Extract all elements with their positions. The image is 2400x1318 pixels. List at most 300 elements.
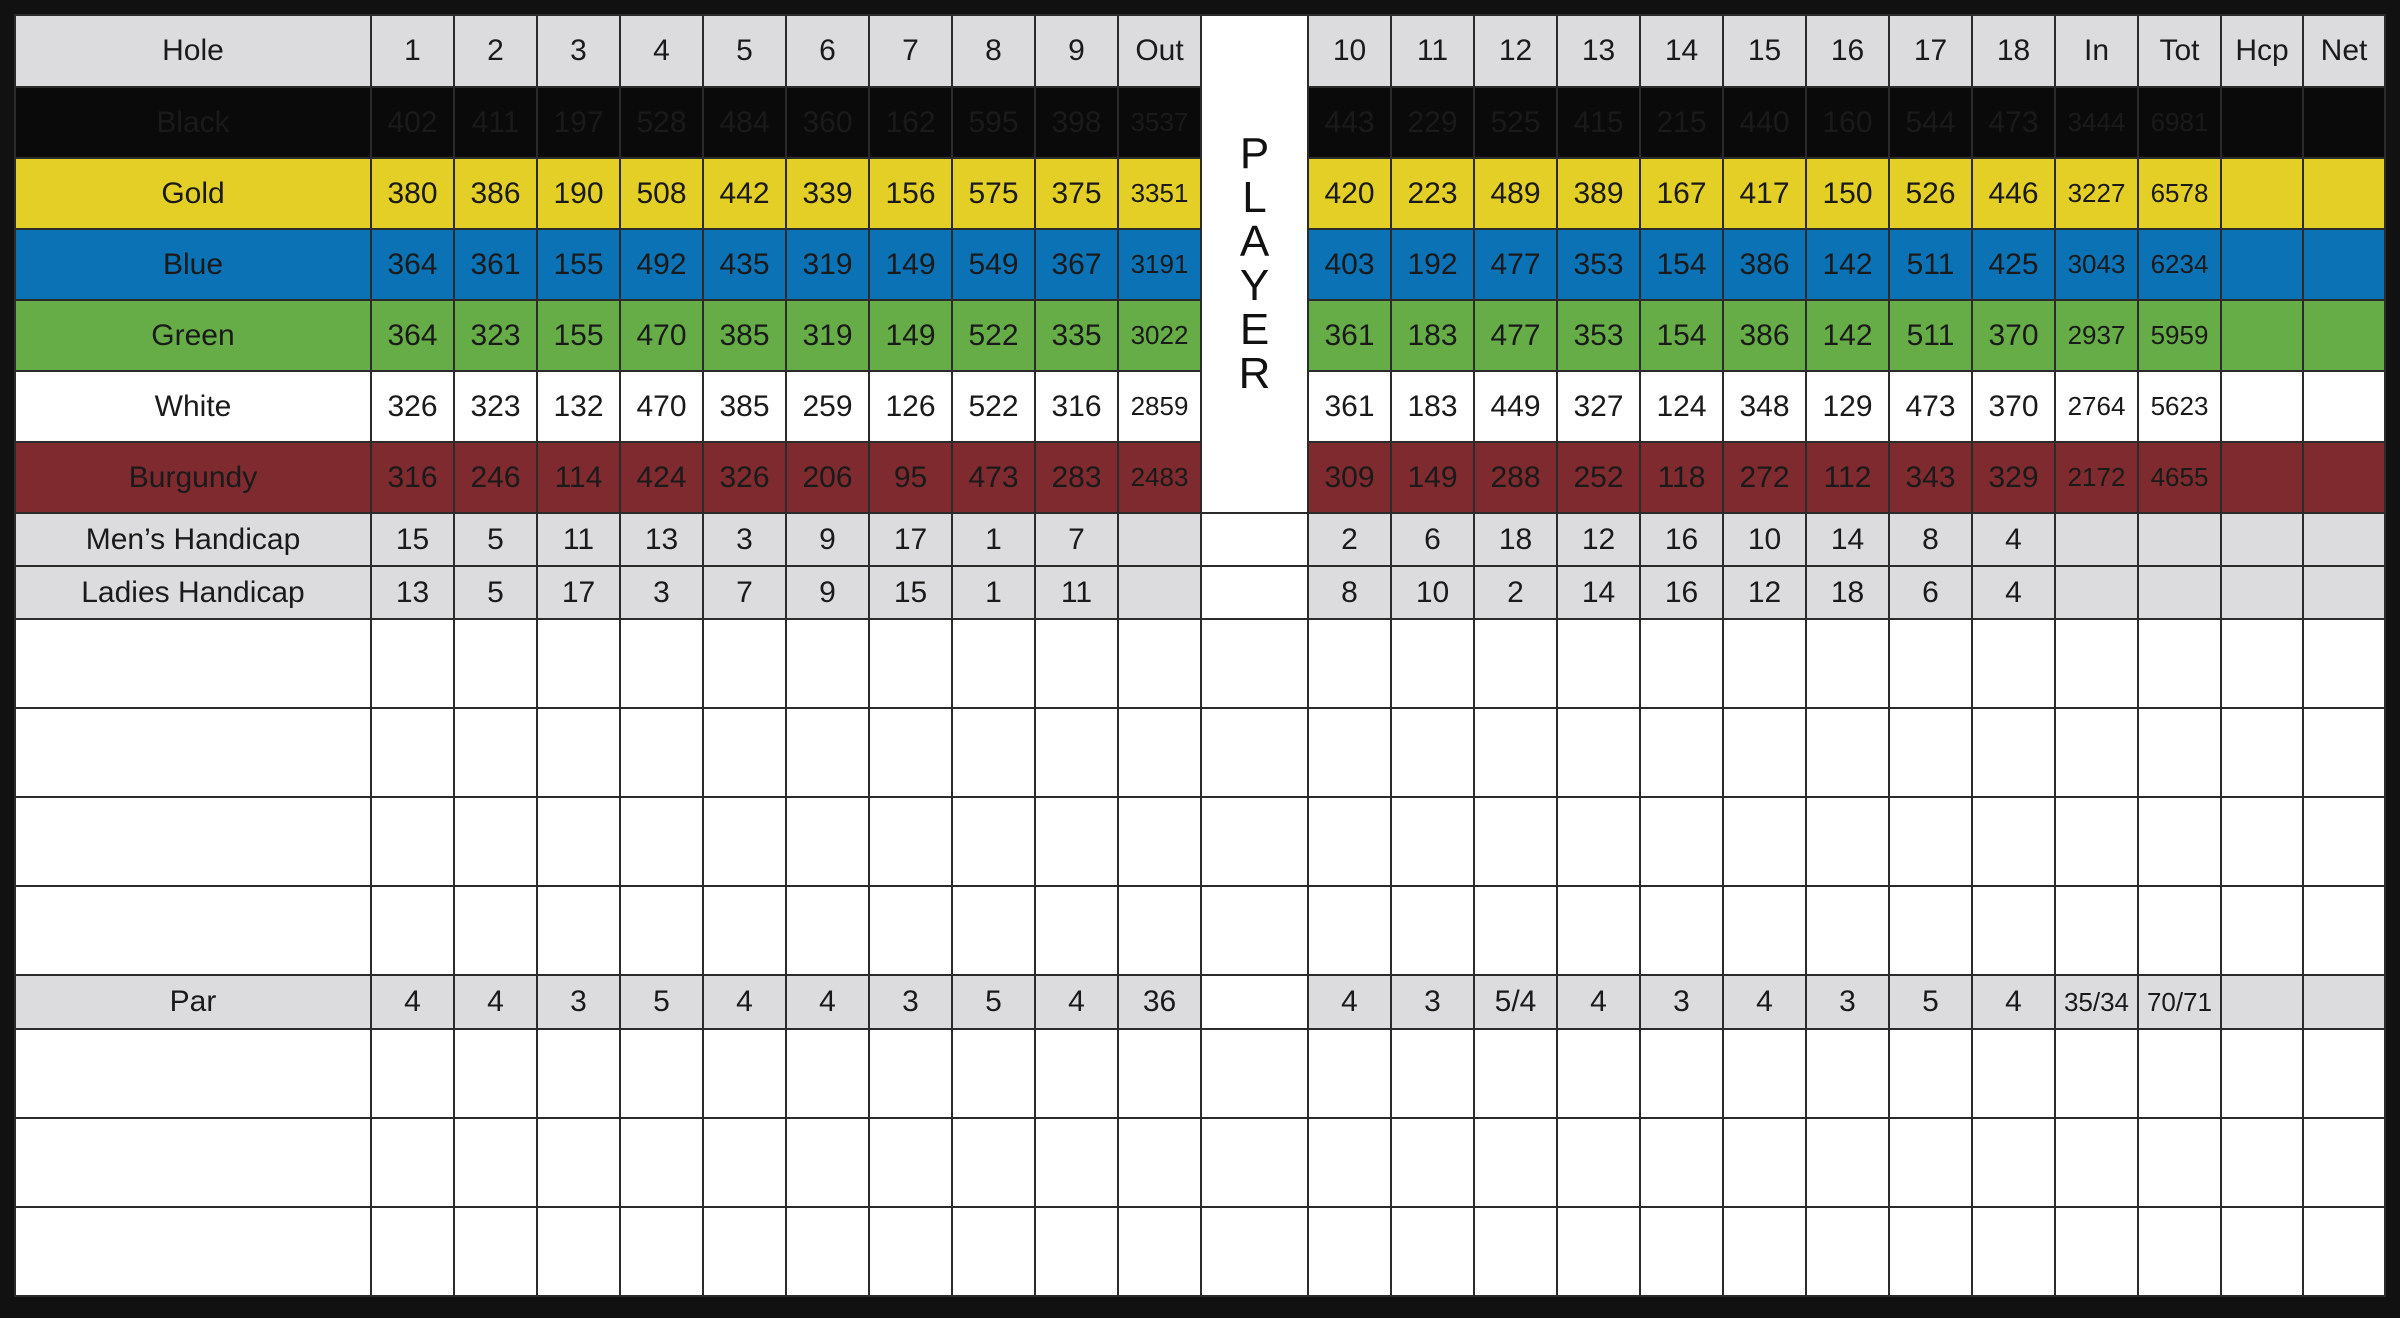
score-input[interactable] [620, 619, 703, 708]
hcp-cell[interactable] [2221, 442, 2303, 513]
par-cell: 4 [371, 975, 454, 1029]
yardage-cell: 370 [1972, 371, 2055, 442]
score-input[interactable] [1557, 1029, 1640, 1118]
yardage-cell: 283 [1035, 442, 1118, 513]
hole-number-13: 13 [1557, 15, 1640, 87]
score-input[interactable] [1557, 797, 1640, 886]
yardage-cell: 477 [1474, 300, 1557, 371]
score-input[interactable] [1391, 1029, 1474, 1118]
score-input[interactable] [371, 886, 454, 975]
score-input[interactable] [1035, 1118, 1118, 1207]
hcp-cell[interactable] [2221, 87, 2303, 158]
score-input[interactable] [1723, 1118, 1806, 1207]
hole-number-18: 18 [1972, 15, 2055, 87]
score-input[interactable] [1035, 619, 1118, 708]
score-input[interactable] [371, 708, 454, 797]
score-input[interactable] [1640, 1029, 1723, 1118]
yardage-cell: 449 [1474, 371, 1557, 442]
player-letters [1202, 129, 1307, 398]
out-total: 2859 [1118, 371, 1201, 442]
score-input[interactable] [1308, 1207, 1391, 1296]
score-input[interactable] [1474, 886, 1557, 975]
score-input[interactable] [2221, 1029, 2303, 1118]
net-cell[interactable] [2303, 229, 2385, 300]
score-input[interactable] [1889, 1029, 1972, 1118]
handicap-cell: 6 [1391, 513, 1474, 566]
yardage-cell: 424 [620, 442, 703, 513]
score-input[interactable] [1889, 797, 1972, 886]
score-input[interactable] [1972, 1029, 2055, 1118]
score-input[interactable] [952, 1029, 1035, 1118]
score-input[interactable] [2221, 619, 2303, 708]
score-input[interactable] [1118, 797, 1201, 886]
score-input[interactable] [703, 1029, 786, 1118]
yardage-cell: 316 [1035, 371, 1118, 442]
score-input[interactable] [620, 708, 703, 797]
out-blank [1118, 566, 1201, 619]
yardage-cell: 112 [1806, 442, 1889, 513]
yardage-cell: 155 [537, 300, 620, 371]
yardage-cell: 386 [1723, 300, 1806, 371]
par-label: Par [15, 975, 371, 1029]
yardage-cell: 442 [703, 158, 786, 229]
score-input[interactable] [1118, 619, 1201, 708]
yardage-cell: 154 [1640, 300, 1723, 371]
score-input[interactable] [371, 797, 454, 886]
hcp-cell[interactable] [2221, 371, 2303, 442]
tee-name: White [15, 371, 371, 442]
score-input[interactable] [703, 1118, 786, 1207]
score-input[interactable] [869, 619, 952, 708]
score-input[interactable] [1474, 797, 1557, 886]
hole-number-9: 9 [1035, 15, 1118, 87]
score-input[interactable] [952, 1118, 1035, 1207]
net-cell[interactable] [2303, 158, 2385, 229]
score-input[interactable] [703, 886, 786, 975]
score-input[interactable] [2055, 1207, 2138, 1296]
yardage-cell: 489 [1474, 158, 1557, 229]
par-total: 70/71 [2138, 975, 2221, 1029]
yardage-cell: 484 [703, 87, 786, 158]
score-input[interactable] [1308, 619, 1391, 708]
yardage-cell: 425 [1972, 229, 2055, 300]
header-row [15, 15, 2385, 87]
score-input[interactable] [1474, 708, 1557, 797]
yardage-cell: 360 [786, 87, 869, 158]
score-input[interactable] [2138, 619, 2221, 708]
score-input[interactable] [1972, 886, 2055, 975]
score-input[interactable] [1035, 886, 1118, 975]
handicap-cell: 4 [1972, 513, 2055, 566]
yardage-cell: 370 [1972, 300, 2055, 371]
handicap-cell: 1 [952, 513, 1035, 566]
score-input[interactable] [2138, 1207, 2221, 1296]
yardage-cell: 160 [1806, 87, 1889, 158]
handicap-cell: 18 [1474, 513, 1557, 566]
score-input[interactable] [1391, 619, 1474, 708]
score-input[interactable] [2055, 708, 2138, 797]
score-input[interactable] [1889, 1118, 1972, 1207]
score-input[interactable] [1806, 1029, 1889, 1118]
player-letter: E [1239, 305, 1270, 354]
score-input[interactable] [2138, 1029, 2221, 1118]
net-cell[interactable] [2303, 371, 2385, 442]
net-cell[interactable] [2303, 87, 2385, 158]
yardage-cell: 473 [1972, 87, 2055, 158]
yardage-cell: 118 [1640, 442, 1723, 513]
score-input[interactable] [2303, 708, 2385, 797]
score-input[interactable] [1201, 1029, 1308, 1118]
score-input[interactable] [1557, 708, 1640, 797]
score-input[interactable] [1118, 1207, 1201, 1296]
score-input[interactable] [952, 797, 1035, 886]
blank-cell [2303, 566, 2385, 619]
score-input[interactable] [454, 1029, 537, 1118]
score-input[interactable] [869, 886, 952, 975]
yardage-cell: 470 [620, 300, 703, 371]
score-input[interactable] [869, 1118, 952, 1207]
score-input[interactable] [1201, 886, 1308, 975]
score-input[interactable] [786, 708, 869, 797]
yardage-cell: 508 [620, 158, 703, 229]
score-input[interactable] [786, 1118, 869, 1207]
score-input[interactable] [1557, 1118, 1640, 1207]
score-input[interactable] [1035, 1029, 1118, 1118]
out-total: 3191 [1118, 229, 1201, 300]
score-input[interactable] [786, 1207, 869, 1296]
handicap-label: Men’s Handicap [15, 513, 371, 566]
par-cell: 3 [869, 975, 952, 1029]
yardage-cell: 215 [1640, 87, 1723, 158]
player-row-1 [15, 619, 2385, 708]
in-total: 3444 [2055, 87, 2138, 158]
score-input[interactable] [703, 619, 786, 708]
player-letter: L [1242, 173, 1267, 222]
hole-number-15: 15 [1723, 15, 1806, 87]
score-input[interactable] [952, 886, 1035, 975]
score-input[interactable] [454, 619, 537, 708]
score-input[interactable] [1118, 1029, 1201, 1118]
score-input[interactable] [1201, 797, 1308, 886]
score-input[interactable] [1640, 1207, 1723, 1296]
score-input[interactable] [786, 886, 869, 975]
score-input[interactable] [2221, 708, 2303, 797]
handicap-cell: 12 [1723, 566, 1806, 619]
score-input[interactable] [2303, 1207, 2385, 1296]
yardage-cell: 477 [1474, 229, 1557, 300]
score-input[interactable] [1308, 1118, 1391, 1207]
score-input[interactable] [1972, 619, 2055, 708]
score-input[interactable] [1972, 1207, 2055, 1296]
yardage-cell: 361 [1308, 300, 1391, 371]
handicap-cell: 18 [1806, 566, 1889, 619]
score-input[interactable] [1640, 886, 1723, 975]
out-header: Out [1118, 15, 1201, 87]
course-total: 6578 [2138, 158, 2221, 229]
score-input[interactable] [454, 797, 537, 886]
net-cell[interactable] [2303, 442, 2385, 513]
hole-number-10: 10 [1308, 15, 1391, 87]
score-input[interactable] [952, 619, 1035, 708]
tot-header: Tot [2138, 15, 2221, 87]
handicap-cell: 17 [869, 513, 952, 566]
score-input[interactable] [537, 708, 620, 797]
yardage-cell: 386 [1723, 229, 1806, 300]
score-input[interactable] [2055, 619, 2138, 708]
player-row-5 [15, 1029, 2385, 1118]
hcp-cell[interactable] [2221, 300, 2303, 371]
score-input[interactable] [1035, 797, 1118, 886]
par-cell: 3 [1640, 975, 1723, 1029]
yardage-cell: 126 [869, 371, 952, 442]
score-input[interactable] [2055, 1118, 2138, 1207]
score-input[interactable] [2303, 797, 2385, 886]
score-input[interactable] [1640, 1118, 1723, 1207]
score-input[interactable] [1723, 797, 1806, 886]
score-input[interactable] [2221, 1207, 2303, 1296]
score-input[interactable] [1889, 1207, 1972, 1296]
score-input[interactable] [2055, 1029, 2138, 1118]
score-input[interactable] [371, 619, 454, 708]
score-input[interactable] [537, 886, 620, 975]
score-input[interactable] [1640, 797, 1723, 886]
score-input[interactable] [2303, 1029, 2385, 1118]
score-input[interactable] [1391, 886, 1474, 975]
score-input[interactable] [2221, 1118, 2303, 1207]
hole-number-8: 8 [952, 15, 1035, 87]
yardage-cell: 124 [1640, 371, 1723, 442]
score-input[interactable] [1201, 708, 1308, 797]
score-input[interactable] [1118, 708, 1201, 797]
score-input[interactable] [1723, 1029, 1806, 1118]
score-input[interactable] [1723, 886, 1806, 975]
score-input[interactable] [1201, 619, 1308, 708]
score-input[interactable] [537, 619, 620, 708]
tee-row-gold [15, 158, 2385, 229]
score-input[interactable] [1723, 708, 1806, 797]
handicap-cell: 8 [1889, 513, 1972, 566]
score-input[interactable] [2303, 619, 2385, 708]
tee-row-blue [15, 229, 2385, 300]
par-cell: 4 [1557, 975, 1640, 1029]
score-input[interactable] [1118, 886, 1201, 975]
yardage-cell: 149 [869, 229, 952, 300]
score-input[interactable] [703, 797, 786, 886]
score-input[interactable] [2138, 886, 2221, 975]
mens-handicap-row [15, 513, 2385, 566]
score-input[interactable] [1889, 886, 1972, 975]
score-input[interactable] [1972, 797, 2055, 886]
course-total: 6981 [2138, 87, 2221, 158]
handicap-cell: 15 [371, 513, 454, 566]
hole-number-4: 4 [620, 15, 703, 87]
yardage-cell: 339 [786, 158, 869, 229]
handicap-cell: 4 [1972, 566, 2055, 619]
hole-number-12: 12 [1474, 15, 1557, 87]
score-input[interactable] [1308, 886, 1391, 975]
handicap-cell: 3 [620, 566, 703, 619]
par-out: 36 [1118, 975, 1201, 1029]
player-name-input[interactable] [15, 1118, 371, 1207]
score-input[interactable] [703, 1207, 786, 1296]
score-input[interactable] [1972, 1118, 2055, 1207]
score-input[interactable] [1308, 797, 1391, 886]
score-input[interactable] [1723, 1207, 1806, 1296]
par-cell: 4 [786, 975, 869, 1029]
score-input[interactable] [2303, 886, 2385, 975]
player-name-input[interactable] [15, 797, 371, 886]
player-letter: A [1239, 217, 1270, 266]
handicap-cell: 5 [454, 513, 537, 566]
score-input[interactable] [869, 1029, 952, 1118]
score-input[interactable] [537, 1029, 620, 1118]
tee-name: Green [15, 300, 371, 371]
yardage-cell: 375 [1035, 158, 1118, 229]
score-input[interactable] [2138, 1118, 2221, 1207]
score-input[interactable] [1723, 619, 1806, 708]
score-input[interactable] [2138, 797, 2221, 886]
score-input[interactable] [620, 797, 703, 886]
tee-name: Black [15, 87, 371, 158]
score-input[interactable] [1474, 1029, 1557, 1118]
yardage-cell: 353 [1557, 229, 1640, 300]
score-input[interactable] [1201, 1118, 1308, 1207]
score-input[interactable] [1889, 708, 1972, 797]
score-input[interactable] [1474, 619, 1557, 708]
score-input[interactable] [537, 1118, 620, 1207]
score-input[interactable] [1806, 1118, 1889, 1207]
player-name-input[interactable] [15, 1029, 371, 1118]
player-name-input[interactable] [15, 1207, 371, 1296]
handicap-cell: 8 [1308, 566, 1391, 619]
score-input[interactable] [620, 1029, 703, 1118]
score-input[interactable] [786, 797, 869, 886]
score-input[interactable] [371, 1029, 454, 1118]
handicap-label: Ladies Handicap [15, 566, 371, 619]
score-input[interactable] [371, 1207, 454, 1296]
ladies-handicap-row [15, 566, 2385, 619]
yardage-cell: 511 [1889, 229, 1972, 300]
score-input[interactable] [1806, 797, 1889, 886]
tee-row-burgundy [15, 442, 2385, 513]
score-input[interactable] [1806, 1207, 1889, 1296]
yardage-cell: 364 [371, 300, 454, 371]
handicap-cell: 10 [1391, 566, 1474, 619]
score-input[interactable] [2055, 797, 2138, 886]
score-input[interactable] [1557, 1207, 1640, 1296]
score-input[interactable] [2221, 886, 2303, 975]
score-input[interactable] [537, 1207, 620, 1296]
score-input[interactable] [620, 1118, 703, 1207]
yardage-cell: 385 [703, 371, 786, 442]
score-input[interactable] [454, 708, 537, 797]
score-input[interactable] [2055, 886, 2138, 975]
yardage-cell: 367 [1035, 229, 1118, 300]
score-input[interactable] [1640, 708, 1723, 797]
score-input[interactable] [1474, 1207, 1557, 1296]
score-input[interactable] [1972, 708, 2055, 797]
yardage-cell: 473 [1889, 371, 1972, 442]
handicap-cell: 13 [620, 513, 703, 566]
score-input[interactable] [1035, 708, 1118, 797]
score-input[interactable] [786, 1029, 869, 1118]
hcp-cell[interactable] [2221, 229, 2303, 300]
hcp-cell[interactable] [2221, 158, 2303, 229]
score-input[interactable] [1557, 886, 1640, 975]
score-input[interactable] [1557, 619, 1640, 708]
yardage-cell: 385 [703, 300, 786, 371]
yardage-cell: 492 [620, 229, 703, 300]
score-input[interactable] [952, 708, 1035, 797]
hole-number-14: 14 [1640, 15, 1723, 87]
yardage-cell: 309 [1308, 442, 1391, 513]
par-cell: 3 [1806, 975, 1889, 1029]
score-input[interactable] [869, 708, 952, 797]
yardage-cell: 323 [454, 371, 537, 442]
score-input[interactable] [786, 619, 869, 708]
score-input[interactable] [2138, 708, 2221, 797]
score-input[interactable] [620, 1207, 703, 1296]
score-input[interactable] [454, 1118, 537, 1207]
yardage-cell: 402 [371, 87, 454, 158]
blank-cell [2303, 975, 2385, 1029]
score-input[interactable] [1391, 797, 1474, 886]
yardage-cell: 162 [869, 87, 952, 158]
yardage-cell: 511 [1889, 300, 1972, 371]
player-name-input[interactable] [15, 619, 371, 708]
score-input[interactable] [620, 886, 703, 975]
score-input[interactable] [1391, 1118, 1474, 1207]
handicap-cell: 7 [703, 566, 786, 619]
score-input[interactable] [537, 797, 620, 886]
score-input[interactable] [1035, 1207, 1118, 1296]
score-input[interactable] [1308, 708, 1391, 797]
handicap-cell: 16 [1640, 513, 1723, 566]
score-input[interactable] [1308, 1029, 1391, 1118]
yardage-cell: 473 [952, 442, 1035, 513]
in-total: 2764 [2055, 371, 2138, 442]
score-input[interactable] [1806, 708, 1889, 797]
score-input[interactable] [1201, 1207, 1308, 1296]
score-input[interactable] [2221, 797, 2303, 886]
handicap-cell: 1 [952, 566, 1035, 619]
score-input[interactable] [1118, 1118, 1201, 1207]
score-input[interactable] [454, 886, 537, 975]
score-input[interactable] [1474, 1118, 1557, 1207]
score-input[interactable] [869, 797, 952, 886]
tee-name: Burgundy [15, 442, 371, 513]
score-input[interactable] [952, 1207, 1035, 1296]
score-input[interactable] [2303, 1118, 2385, 1207]
hole-number-1: 1 [371, 15, 454, 87]
in-total: 2937 [2055, 300, 2138, 371]
score-input[interactable] [869, 1207, 952, 1296]
score-input[interactable] [1640, 619, 1723, 708]
score-input[interactable] [371, 1118, 454, 1207]
par-cell: 4 [1972, 975, 2055, 1029]
score-input[interactable] [1391, 1207, 1474, 1296]
score-input[interactable] [1889, 619, 1972, 708]
tee-row-white [15, 371, 2385, 442]
net-cell[interactable] [2303, 300, 2385, 371]
score-input[interactable] [1806, 886, 1889, 975]
player-name-input[interactable] [15, 708, 371, 797]
player-name-input[interactable] [15, 886, 371, 975]
score-input[interactable] [1806, 619, 1889, 708]
score-input[interactable] [703, 708, 786, 797]
score-input[interactable] [454, 1207, 537, 1296]
score-input[interactable] [1391, 708, 1474, 797]
